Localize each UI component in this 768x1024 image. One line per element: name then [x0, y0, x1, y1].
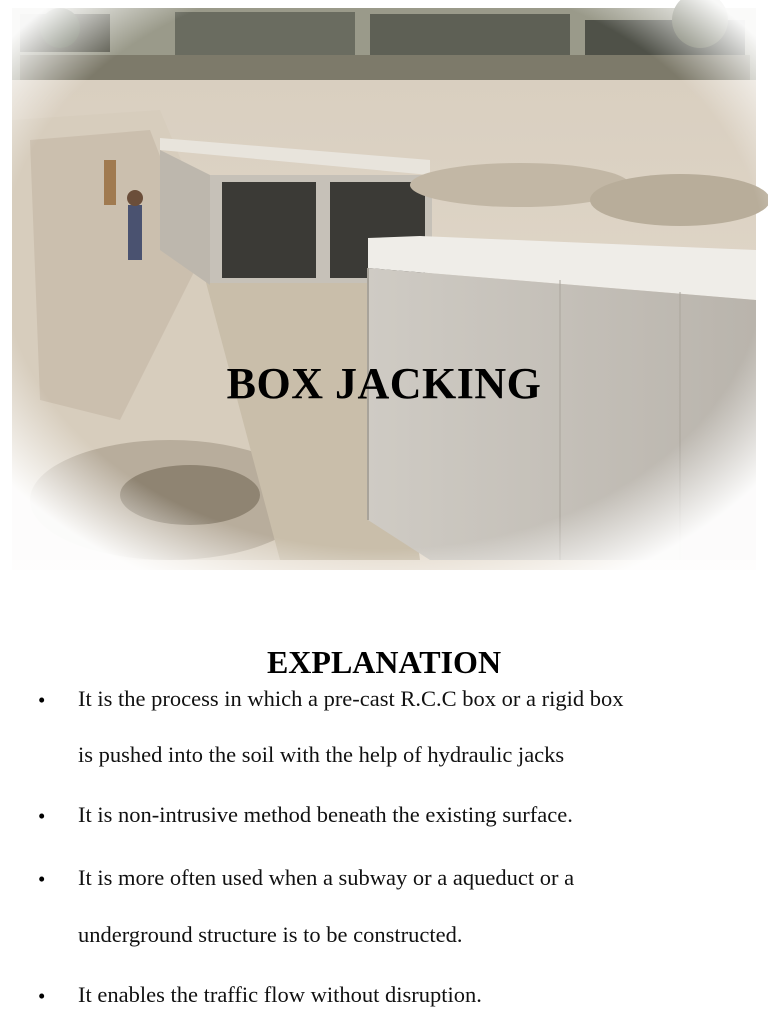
list-item-text: It is the process in which a pre-cast R.C.C box or a rigid box	[78, 686, 624, 711]
section-heading: EXPLANATION	[266, 644, 502, 680]
bullet-icon: •	[38, 804, 46, 828]
bullet-icon: •	[38, 688, 46, 712]
bullet-icon: •	[38, 984, 46, 1008]
bullet-icon: •	[38, 867, 46, 891]
slide-title: BOX JACKING	[226, 359, 542, 408]
list-item-text: It enables the traffic flow without disruption.	[78, 982, 482, 1007]
list-item-text: It is more often used when a subway or a aqueduct or a	[78, 865, 575, 890]
list-item-text: is pushed into the soil with the help of hydraulic jacks	[78, 742, 565, 767]
list-item-text: It is non-intrusive method beneath the existing surface.	[78, 802, 573, 827]
list-item-text: underground structure is to be constructed.	[78, 922, 463, 947]
